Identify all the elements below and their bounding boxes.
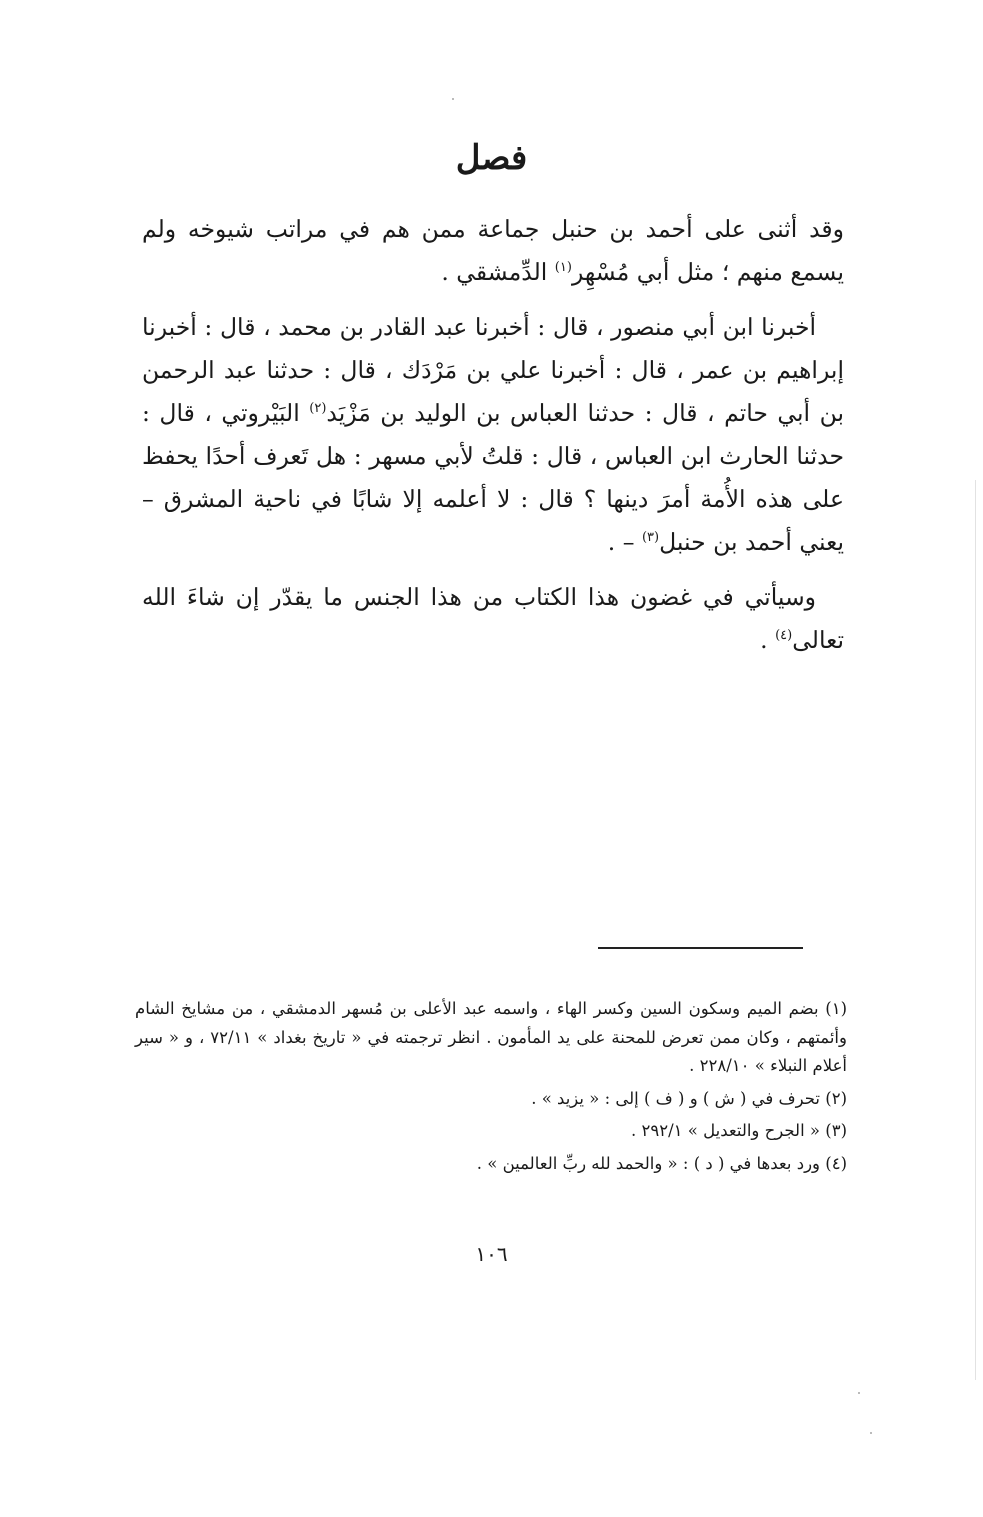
paragraph-2-text: أخبرنا ابن أبي منصور ، قال : أخبرنا عبد القادر بن محمد ، قال : أخبرنا إبراهيم بن عمر ، قال : أخبرنا علي بن مَرْدَك ، قال : حدثنا عبد الرحمن بن أبي حاتم ، قال : حدثنا العباس بن الوليد بن مَزْيَد xyxy=(142,313,845,427)
footnote-2: (٢) تحرف في ( ش ) و ( ف ) إلى : « يزيد » . xyxy=(531,1088,847,1108)
main-text xyxy=(142,208,844,674)
paragraph-1-tail: الدِّمشقي . xyxy=(441,258,555,286)
scan-speck xyxy=(870,1432,872,1434)
scan-speck xyxy=(858,1392,860,1394)
footnote-ref-1: (١) xyxy=(554,260,572,276)
paragraph-3 xyxy=(142,576,844,662)
paragraph-3-text: وسيأتي في غضون هذا الكتاب من هذا الجنس ما يقدّر إن شاءَ الله تعالى xyxy=(142,583,844,654)
paragraph-3-tail: . xyxy=(760,626,776,654)
paragraph-1 xyxy=(142,208,844,294)
footnote-3: (٣) « الجرح والتعديل » ٢٩٢/١ . xyxy=(631,1121,847,1140)
scan-edge-line xyxy=(975,480,976,1380)
footnote-ref-3: (٣) xyxy=(641,530,660,546)
paragraph-2 xyxy=(142,306,844,564)
footnotes xyxy=(135,995,847,1182)
footnote-ref-4: (٤) xyxy=(775,628,793,644)
section-heading: فصل xyxy=(455,138,528,178)
page-number: ١٠٦ xyxy=(475,1242,508,1266)
paragraph-2-middle: البَيْروتي ، قال : حدثنا الحارث ابن العباس ، قال : قلتُ لأبي مسهر : هل تَعرف أحدًا يحفظ على هذه الأُمة أمرَ دينها ؟ قال : لا أعلمه إلا شابًا في ناحية المشرق – يعني أحمد بن حنبل xyxy=(142,399,844,556)
paragraph-2-tail: – . xyxy=(607,528,642,556)
footnote-separator xyxy=(598,947,803,949)
footnote-4: (٤) ورد بعدها في ( د ) : « والحمد لله ربِّ العالمين » . xyxy=(476,1153,847,1173)
footnote-1: (١) بضم الميم وسكون السين وكسر الهاء ، واسمه عبد الأعلى بن مُسهر الدمشقي ، من مشايخ الشام وأئمتهم ، وكان ممن تعرض للمحنة على يد المأمون . انظر ترجمته في « تاريخ بغداد » ٧٢/١١ ، و « سير أعلام النبلاء » ٢٢٨/١٠ . xyxy=(135,999,847,1075)
footnote-ref-2: (٢) xyxy=(309,401,327,417)
scan-speck xyxy=(452,98,454,100)
paragraph-1-text: وقد أثنى على أحمد بن حنبل جماعة ممن هم في مراتب شيوخه ولم يسمع منهم ؛ مثل أبي مُسْهِر xyxy=(142,215,844,286)
